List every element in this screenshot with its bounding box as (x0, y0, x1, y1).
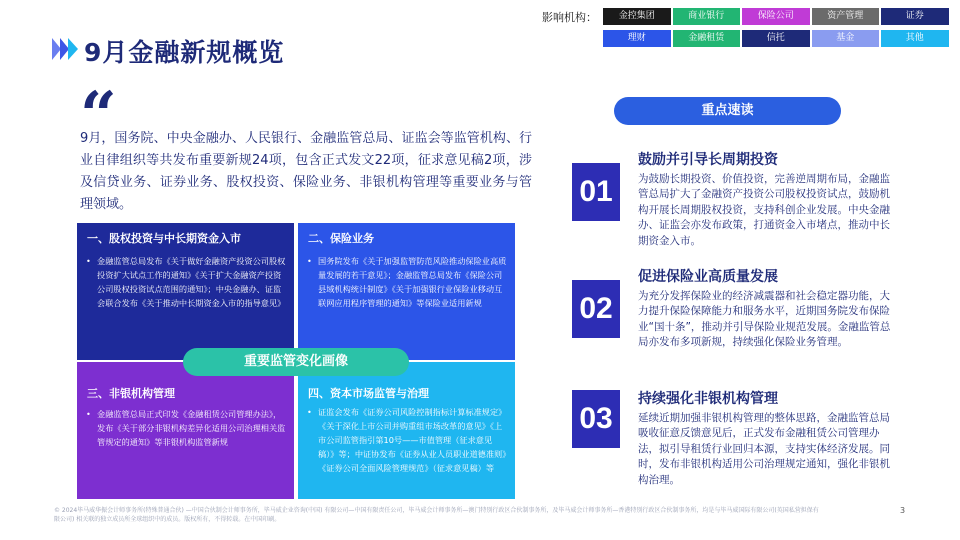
legend-tag: 其他 (881, 30, 949, 47)
quadrant-title: 四、资本市场监管与治理 (308, 387, 429, 400)
quadrant-body (307, 405, 507, 475)
item-number-badge: 03 (572, 390, 620, 448)
quadrant-non-bank (77, 362, 294, 499)
quadrant-capital-market (298, 362, 515, 499)
legend-tag: 理财 (603, 30, 671, 47)
page-number: 3 (900, 506, 906, 515)
quadrant-title: 一、股权投资与中长期资金入市 (87, 232, 241, 245)
quadrant-text: 金融监管总局正式印发《金融租赁公司管理办法》，发布《关于部分非银机构差异化适用公司治理相关监管规定的通知》等非银机构监管新规 (97, 409, 286, 447)
quadrant-text: 国务院发布《关于加强监管防范风险推动保险业高质量发展的若干意见》；金融监管总局发布《保险公司县域机构统计制度》《关于加强银行业保险业移动互联网应用程序管理的通知》等保险业适用新规 (318, 256, 507, 308)
page-title: 9月金融新规概览 (84, 38, 285, 67)
title-arrow-icon (52, 38, 78, 60)
item-description: 为鼓励长期投资、价值投资，完善逆周期布局，金融监管总局扩大了金融资产投资公司股权投资试点，鼓励机构开展长周期股权投资，支持科创企业发展。中央金融办、证监会亦发布政策，打通资金入市堵点，推动中长期资金入市。 (638, 173, 890, 247)
quadrant-body (307, 254, 507, 310)
legend-tag: 基金 (812, 30, 880, 47)
item-description: 为充分发挥保险业的经济减震器和社会稳定器功能，大力提升保险保障能力和服务水平，近期国务院发布保险业“国十条”，推动并引导保险业规范发展。金融监管总局亦发布多项新规，持续强化保险业务管理。 (638, 290, 891, 349)
focus-heading: 重点速读 (614, 97, 841, 125)
regulatory-changes-label: 重要监管变化画像 (183, 348, 409, 376)
legend-tag: 金融租赁 (673, 30, 741, 47)
intro-text: 9月，国务院、中央金融办、人民银行、金融监管总局、证监会等监管机构、行业自律组织等共发布重要新规24项，包含正式发文22项，征求意见稿2项，涉及信贷业务、证券业务、股权投资、保险业务、非银机构管理等重要业务与管理领域。 (80, 131, 532, 212)
bullet-icon: • (307, 407, 312, 417)
quadrant-insurance (298, 223, 515, 360)
quadrant-body (86, 407, 286, 449)
quote-mark-icon: “ (80, 78, 117, 153)
bullet-icon: • (307, 256, 312, 266)
item-description: 延续近期加强非银机构管理的整体思路，金融监管总局吸收征意反馈意见后，正式发布金融租赁公司管理办法，拟引导租赁行业回归本源，支持实体经济发展。同时，发布非银机构适用公司治理规定通知，强化非银机构治理。 (638, 412, 890, 486)
item-title: 鼓励并引导长周期投资 (638, 152, 778, 168)
bullet-icon: • (86, 256, 91, 266)
item-number-badge: 01 (572, 163, 620, 221)
item-title: 促进保险业高质量发展 (638, 269, 778, 285)
quadrant-body (86, 254, 286, 310)
quadrant-title: 三、非银机构管理 (87, 387, 175, 400)
legend-tag: 资产管理 (812, 8, 880, 25)
item-title: 持续强化非银机构管理 (638, 391, 778, 407)
quadrant-title: 二、保险业务 (308, 232, 374, 245)
copyright-footer: © 2024毕马威华振会计师事务所(特殊普通合伙) —中国合伙制会计师事务所，毕马威企业咨询(中国) 有限公司—中国有限责任公司，毕马威会计师事务所—澳门特别行政区合伙制事务所，及毕马威会计师事务所—香港特别行政区合伙制事务所，均是与毕马威国际有限公司(英国私营担保有限公司) 相关联的独立成员所全球组织中的成员。版权所有，不得转载。在中国印刷。 (54, 507, 819, 523)
quadrant-text: 证监会发布《证券公司风险控制指标计算标准规定》《关于深化上市公司并购重组市场改革的意见》《上市公司监管指引第10号——市值管理（征求意见稿）》等；中证协发布《证券从业人员职业道德准则》《证券公司全面风险管理规范》（征求意见稿）等 (318, 407, 507, 473)
legend-label: 影响机构： (542, 11, 597, 24)
legend-tag: 信托 (742, 30, 810, 47)
legend-tag: 金控集团 (603, 8, 671, 25)
legend-tag: 保险公司 (742, 8, 810, 25)
legend-tag: 商业银行 (673, 8, 741, 25)
quadrant-text: 金融监管总局发布《关于做好金融资产投资公司股权投资扩大试点工作的通知》《关于扩大金融资产投资公司股权投资试点范围的通知》；中央金融办、证监会联合发布《关于推动中长期资金入市的指导意见》 (97, 256, 286, 308)
legend-tag: 证券 (881, 8, 949, 25)
bullet-icon: • (86, 409, 91, 419)
item-number-badge: 02 (572, 280, 620, 338)
quadrant-equity-investment (77, 223, 294, 360)
